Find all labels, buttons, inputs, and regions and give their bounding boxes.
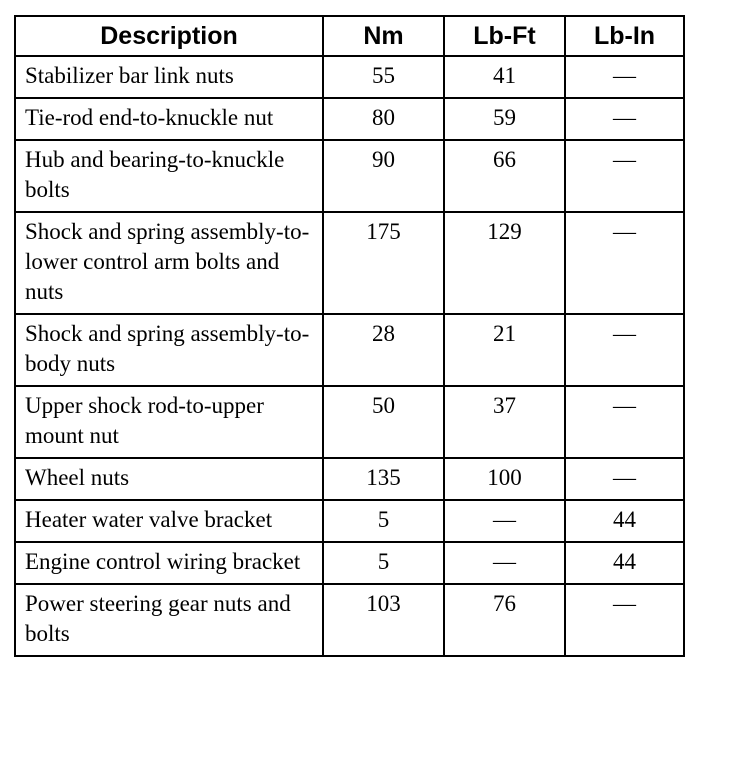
column-header-lb-ft: Lb-Ft bbox=[444, 16, 565, 56]
cell-nm: 55 bbox=[323, 56, 444, 98]
cell-nm: 5 bbox=[323, 542, 444, 584]
table-row bbox=[15, 584, 684, 656]
cell-description: Tie-rod end-to-knuckle nut bbox=[15, 98, 323, 140]
cell-description: Hub and bearing-to-knuckle bolts bbox=[15, 140, 323, 212]
cell-lb-ft: 76 bbox=[444, 584, 565, 656]
cell-lb-in: — bbox=[565, 386, 684, 458]
cell-lb-in: 44 bbox=[565, 500, 684, 542]
cell-lb-ft: 59 bbox=[444, 98, 565, 140]
column-header-description: Description bbox=[15, 16, 323, 56]
cell-description: Wheel nuts bbox=[15, 458, 323, 500]
cell-nm: 50 bbox=[323, 386, 444, 458]
cell-lb-in: — bbox=[565, 98, 684, 140]
table-row bbox=[15, 56, 684, 98]
column-header-lb-in: Lb-In bbox=[565, 16, 684, 56]
cell-lb-ft: 21 bbox=[444, 314, 565, 386]
cell-lb-in: — bbox=[565, 56, 684, 98]
table-row bbox=[15, 458, 684, 500]
table-row bbox=[15, 140, 684, 212]
cell-lb-in: — bbox=[565, 584, 684, 656]
cell-lb-in: — bbox=[565, 140, 684, 212]
table-row bbox=[15, 98, 684, 140]
table-row bbox=[15, 542, 684, 584]
table-row bbox=[15, 386, 684, 458]
cell-lb-in: — bbox=[565, 314, 684, 386]
cell-lb-in: 44 bbox=[565, 542, 684, 584]
cell-nm: 28 bbox=[323, 314, 444, 386]
cell-nm: 135 bbox=[323, 458, 444, 500]
cell-description: Stabilizer bar link nuts bbox=[15, 56, 323, 98]
cell-nm: 90 bbox=[323, 140, 444, 212]
table-row bbox=[15, 212, 684, 314]
table-row bbox=[15, 500, 684, 542]
cell-description: Upper shock rod-to-upper mount nut bbox=[15, 386, 323, 458]
table-header-row bbox=[15, 16, 684, 56]
cell-lb-in: — bbox=[565, 458, 684, 500]
cell-description: Engine control wiring bracket bbox=[15, 542, 323, 584]
cell-lb-ft: 129 bbox=[444, 212, 565, 314]
cell-nm: 5 bbox=[323, 500, 444, 542]
cell-description: Heater water valve bracket bbox=[15, 500, 323, 542]
cell-lb-ft: 66 bbox=[444, 140, 565, 212]
cell-description: Power steering gear nuts and bolts bbox=[15, 584, 323, 656]
table-row bbox=[15, 314, 684, 386]
cell-nm: 103 bbox=[323, 584, 444, 656]
cell-lb-ft: — bbox=[444, 500, 565, 542]
cell-lb-ft: 100 bbox=[444, 458, 565, 500]
cell-nm: 175 bbox=[323, 212, 444, 314]
cell-lb-ft: 37 bbox=[444, 386, 565, 458]
cell-description: Shock and spring assembly-to-body nuts bbox=[15, 314, 323, 386]
torque-specifications-table bbox=[14, 15, 685, 657]
cell-nm: 80 bbox=[323, 98, 444, 140]
column-header-nm: Nm bbox=[323, 16, 444, 56]
cell-lb-in: — bbox=[565, 212, 684, 314]
cell-lb-ft: 41 bbox=[444, 56, 565, 98]
cell-description: Shock and spring assembly-to-lower control arm bolts and nuts bbox=[15, 212, 323, 314]
cell-lb-ft: — bbox=[444, 542, 565, 584]
